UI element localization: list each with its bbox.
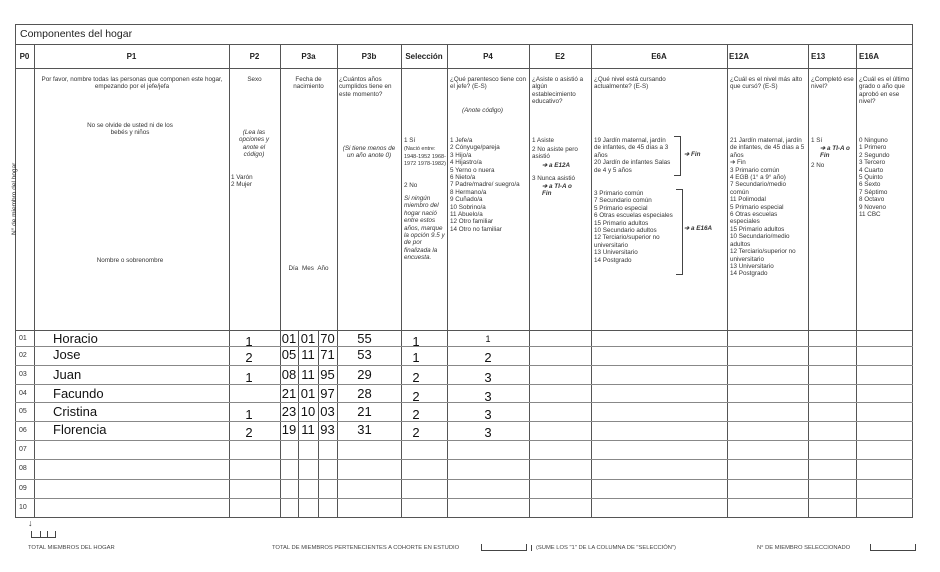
p1-reminder: No se olvide de usted ni de los bebés y niños	[87, 122, 173, 137]
entry-dia-row-5[interactable]: 23	[281, 404, 297, 419]
header-e6a: E6A	[651, 52, 667, 61]
entry-sel-row-5[interactable]: 2	[412, 407, 420, 422]
e13-option-1: 1 Sí	[811, 137, 823, 144]
entry-name-row-1[interactable]: Horacio	[53, 331, 98, 346]
row-number-05: 05	[19, 408, 27, 415]
e6a-option-b-8: 13 Universitario	[594, 249, 638, 257]
cohort-total-box[interactable]	[481, 544, 527, 551]
e16a-option-2: 1 Primero	[859, 144, 887, 152]
entry-edad-row-6[interactable]: 31	[357, 422, 372, 437]
p4-option-13: 14 Otro no familiar	[450, 225, 502, 233]
member-number-label: N° de miembro del hogar	[11, 162, 18, 235]
entry-mes-row-1[interactable]: 01	[300, 331, 316, 346]
e16a-option-10: 9 Noveno	[859, 203, 886, 211]
e2-goto-e12a: ➔ a E12A	[542, 162, 571, 169]
entry-sexo-row-2[interactable]: 2	[245, 350, 253, 365]
entry-anio-row-3[interactable]: 95	[320, 367, 335, 382]
e12a-option-12: 13 Universitario	[730, 262, 774, 270]
footer-cohort-total: TOTAL DE MIEMBROS PERTENECIENTES A COHORTE EN ESTUDIO	[272, 545, 460, 551]
row-number-02: 02	[19, 352, 27, 359]
entry-name-row-4[interactable]: Facundo	[53, 386, 104, 401]
p2-option-1: 1 Varón	[231, 174, 253, 181]
e6a-option-1: 19 Jardín maternal, jardín de infantes, de 45 días a 3 años	[594, 137, 669, 159]
p4-option-4: 4 Hijastro/a	[450, 159, 482, 167]
entry-p4-row-2[interactable]: 2	[484, 350, 492, 365]
header-e2: E2	[555, 52, 565, 61]
entry-anio-row-2[interactable]: 71	[320, 347, 335, 362]
entry-mes-row-6[interactable]: 11	[301, 422, 315, 437]
e6a-option-b-1: 3 Primario común	[594, 190, 644, 197]
p4-instruction: (Anote código)	[462, 107, 503, 114]
entry-dia-row-3[interactable]: 08	[281, 367, 297, 382]
seleccion-option-2: 2 No	[404, 182, 418, 189]
header-e13: E13	[811, 52, 826, 61]
p1-question: Por favor, nombre todas las personas que componen este hogar, empezando por el jefe/jefa	[41, 76, 223, 91]
e12a-option-4: 4 EGB (1° a 9° año)	[730, 174, 786, 182]
e13-goto: ➔ a TI-A o Fin	[820, 145, 850, 160]
e16a-option-8: 7 Séptimo	[859, 188, 888, 196]
entry-name-row-3[interactable]: Juan	[53, 367, 82, 382]
p4-question: ¿Qué parentesco tiene con el jefe? (E-S)	[450, 76, 526, 91]
entry-sel-row-4[interactable]: 2	[412, 389, 420, 404]
row-number-01: 01	[19, 335, 27, 342]
e6a-option-b-3: 5 Primario especial	[594, 204, 648, 212]
entry-name-row-2[interactable]: Jose	[53, 347, 81, 362]
entry-edad-row-1[interactable]: 55	[357, 331, 372, 346]
entry-mes-row-2[interactable]: 11	[301, 347, 315, 362]
e16a-question: ¿Cuál es el último grado o año que aprobó en ese nivel?	[859, 76, 910, 106]
header-p4: P4	[483, 52, 493, 61]
entry-anio-row-6[interactable]: 93	[320, 422, 335, 437]
e16a-option-7: 6 Sexto	[859, 181, 881, 189]
e2-goto-fin: ➔ a TI-A o Fin	[542, 183, 572, 198]
e6a-question: ¿Qué nivel está cursando actualmente? (E-S)	[594, 76, 666, 91]
e6a-option-2: 20 Jardín de infantes Salas de 4 y 5 años	[594, 159, 671, 174]
e16a-option-11: 11 CBC	[859, 211, 881, 219]
e6a-option-b-4: 6 Otras escuelas especiales	[594, 212, 673, 220]
e6a-option-b-7: 12 Terciario/superior no universitario	[594, 234, 660, 249]
entry-name-row-5[interactable]: Cristina	[53, 404, 98, 419]
row-number-06: 06	[19, 427, 27, 434]
seleccion-years: (Nació entre: 1948-1952 1968-1972 1978-1982)	[404, 146, 446, 167]
arrow-down-icon: ↓	[28, 518, 33, 528]
p4-option-12: 12 Otro familiar	[450, 218, 494, 226]
p4-option-8: 8 Hermano/a	[450, 188, 487, 196]
entry-anio-row-5[interactable]: 03	[320, 404, 335, 419]
p4-option-1: 1 Jefe/a	[450, 137, 473, 144]
form-title: Componentes del hogar	[20, 28, 133, 40]
header-p3a: P3a	[301, 52, 316, 61]
entry-mes-row-3[interactable]: 11	[301, 367, 315, 382]
p4-option-7: 7 Padre/madre/ suegro/a	[450, 181, 520, 189]
e6a-option-b-2: 7 Secundario común	[594, 197, 652, 205]
entry-p4-row-3[interactable]: 3	[484, 370, 492, 385]
e6a-option-b-6: 10 Secundario adultos	[594, 227, 657, 235]
row-number-08: 08	[19, 465, 27, 472]
e12a-option-7: 5 Primario especial	[730, 203, 784, 211]
e12a-option-2: ➔ Fin	[730, 159, 746, 167]
e12a-option-3: 3 Primario común	[730, 166, 780, 174]
entry-name-row-6[interactable]: Florencia	[53, 422, 107, 437]
header-e16a: E16A	[859, 52, 880, 61]
entry-sexo-row-1[interactable]: 1	[245, 334, 253, 349]
header-seleccion: Selección	[405, 52, 443, 61]
p1-name-label: Nombre o sobrenombre	[96, 257, 164, 264]
entry-sexo-row-6[interactable]: 2	[245, 425, 253, 440]
p2-instruction: (Lea las opciones y anote el código)	[238, 129, 270, 159]
e6a-option-b-9: 14 Postgrado	[594, 256, 632, 264]
e12a-option-11: 12 Terciario/superior no universitario	[730, 248, 796, 263]
p4-option-3: 3 Hijo/a	[450, 151, 472, 159]
entry-p4-row-6[interactable]: 3	[484, 425, 492, 440]
p2-option-2: 2 Mujer	[231, 181, 252, 188]
e12a-option-6: 11 Polimodal	[730, 196, 766, 204]
e16a-option-5: 4 Cuarto	[859, 166, 884, 174]
e13-option-2: 2 No	[811, 162, 825, 169]
row-number-04: 04	[19, 390, 27, 397]
selected-member-box[interactable]	[870, 544, 916, 551]
e12a-option-9: 15 Primario adultos	[730, 225, 785, 233]
entry-p4-row-4[interactable]: 3	[484, 389, 492, 404]
e2-question: ¿Asiste o asistió a algún establecimiento educativo?	[532, 76, 584, 106]
entry-p4-row-5[interactable]: 3	[484, 407, 492, 422]
p4-option-6: 6 Nieto/a	[450, 174, 476, 182]
footer-sum-note: (SUME LOS "1" DE LA COLUMNA DE "SELECCIÓN")	[531, 545, 676, 551]
e6a-group1	[594, 137, 674, 174]
row-number-03: 03	[19, 371, 27, 378]
entry-edad-row-3[interactable]: 29	[357, 367, 372, 382]
entry-mes-row-4[interactable]: 01	[300, 386, 316, 401]
entry-dia-row-6[interactable]: 19	[281, 422, 297, 437]
e2-option-1: 1 Asiste	[532, 137, 555, 144]
p4-option-11: 11 Abuelo/a	[450, 211, 483, 219]
header-p3b: P3b	[361, 52, 377, 61]
p3b-question: ¿Cuántos años cumplidos tiene en este momento?	[339, 76, 392, 98]
p4-option-2: 2 Cónyuge/pareja	[450, 144, 500, 152]
footer-selected-member: N° DE MIEMBRO SELECCIONADO	[757, 545, 851, 551]
entry-dia-row-4[interactable]: 21	[281, 386, 297, 401]
e12a-option-1: 21 Jardín maternal, jardín de infantes, de 45 días a 5 años	[730, 137, 805, 159]
e16a-option-3: 2 Segundo	[859, 151, 890, 159]
entry-edad-row-4[interactable]: 28	[357, 386, 372, 401]
header-p1: P1	[126, 52, 137, 61]
row-number-10: 10	[19, 504, 27, 511]
entry-anio-row-4[interactable]: 97	[320, 386, 335, 401]
p4-option-5: 5 Yerno o nuera	[450, 166, 495, 174]
p4-option-9: 9 Cuñado/a	[450, 196, 483, 204]
e16a-option-6: 5 Quinto	[859, 174, 883, 182]
entry-dia-row-1[interactable]: 01	[281, 331, 297, 346]
entry-sel-row-6[interactable]: 2	[412, 425, 420, 440]
entry-sexo-row-5[interactable]: 1	[245, 407, 253, 422]
entry-edad-row-2[interactable]: 53	[357, 347, 372, 362]
entry-edad-row-5[interactable]: 21	[357, 404, 372, 419]
header-p0: P0	[19, 52, 30, 61]
entry-mes-row-5[interactable]: 10	[300, 404, 316, 419]
entry-anio-row-1[interactable]: 70	[320, 331, 335, 346]
header-e12a: E12A	[729, 52, 750, 61]
p3b-instruction: (Si tiene menos de un año anote 0)	[342, 145, 396, 160]
e6a-group2	[594, 190, 676, 264]
entry-sexo-row-3[interactable]: 1	[245, 370, 253, 385]
e6a-goto-e16a: ➔ a E16A	[684, 225, 713, 232]
p4-option-10: 10 Sobrino/a	[450, 203, 486, 211]
e2-option-3: 3 Nunca asistió	[532, 175, 576, 182]
entry-p4-row-1[interactable]: 1	[485, 334, 491, 344]
entry-sel-row-2[interactable]: 1	[412, 350, 420, 365]
entry-sel-row-1[interactable]: 1	[412, 334, 420, 349]
e16a-option-1: 0 Ninguno	[859, 137, 888, 144]
entry-sel-row-3[interactable]: 2	[412, 370, 420, 385]
e13-question: ¿Completó ese nivel?	[811, 76, 854, 91]
e12a-option-5: 7 Secundario/medio común	[730, 181, 787, 196]
p2-question: Sexo	[247, 76, 262, 83]
entry-dia-row-2[interactable]: 05	[281, 347, 297, 362]
e12a-option-10: 10 Secundario/medio adultos	[730, 233, 790, 248]
p3a-day-month-year: Día Mes Año	[288, 265, 329, 272]
e12a-option-13: 14 Postgrado	[730, 270, 768, 278]
e2-option-2: 2 No asiste pero asistió	[532, 146, 578, 161]
p3a-question: Fecha de nacimiento	[293, 76, 324, 91]
e6a-option-b-5: 15 Primario adultos	[594, 219, 649, 227]
e16a-options	[859, 137, 911, 218]
row-number-07: 07	[19, 446, 27, 453]
p4-options	[450, 137, 526, 233]
e16a-option-9: 8 Octavo	[859, 196, 885, 204]
seleccion-instruction: Si ningún miembro del hogar nació entre estos años, marque la opción 9.5 y de por finalizada la encuesta.	[404, 195, 445, 262]
e12a-question: ¿Cuál es el nivel más alto que cursó? (E-S)	[730, 76, 803, 91]
header-p2: P2	[249, 52, 260, 61]
e6a-goto-fin: ➔ Fin	[684, 151, 701, 158]
e16a-option-4: 3 Tercero	[859, 159, 886, 167]
row-number-09: 09	[19, 485, 27, 492]
footer-total-members: TOTAL MIEMBROS DEL HOGAR	[28, 545, 115, 551]
e12a-options	[730, 137, 806, 278]
seleccion-option-1: 1 Sí	[404, 137, 416, 144]
e12a-option-8: 6 Otras escuelas especiales	[730, 211, 778, 226]
